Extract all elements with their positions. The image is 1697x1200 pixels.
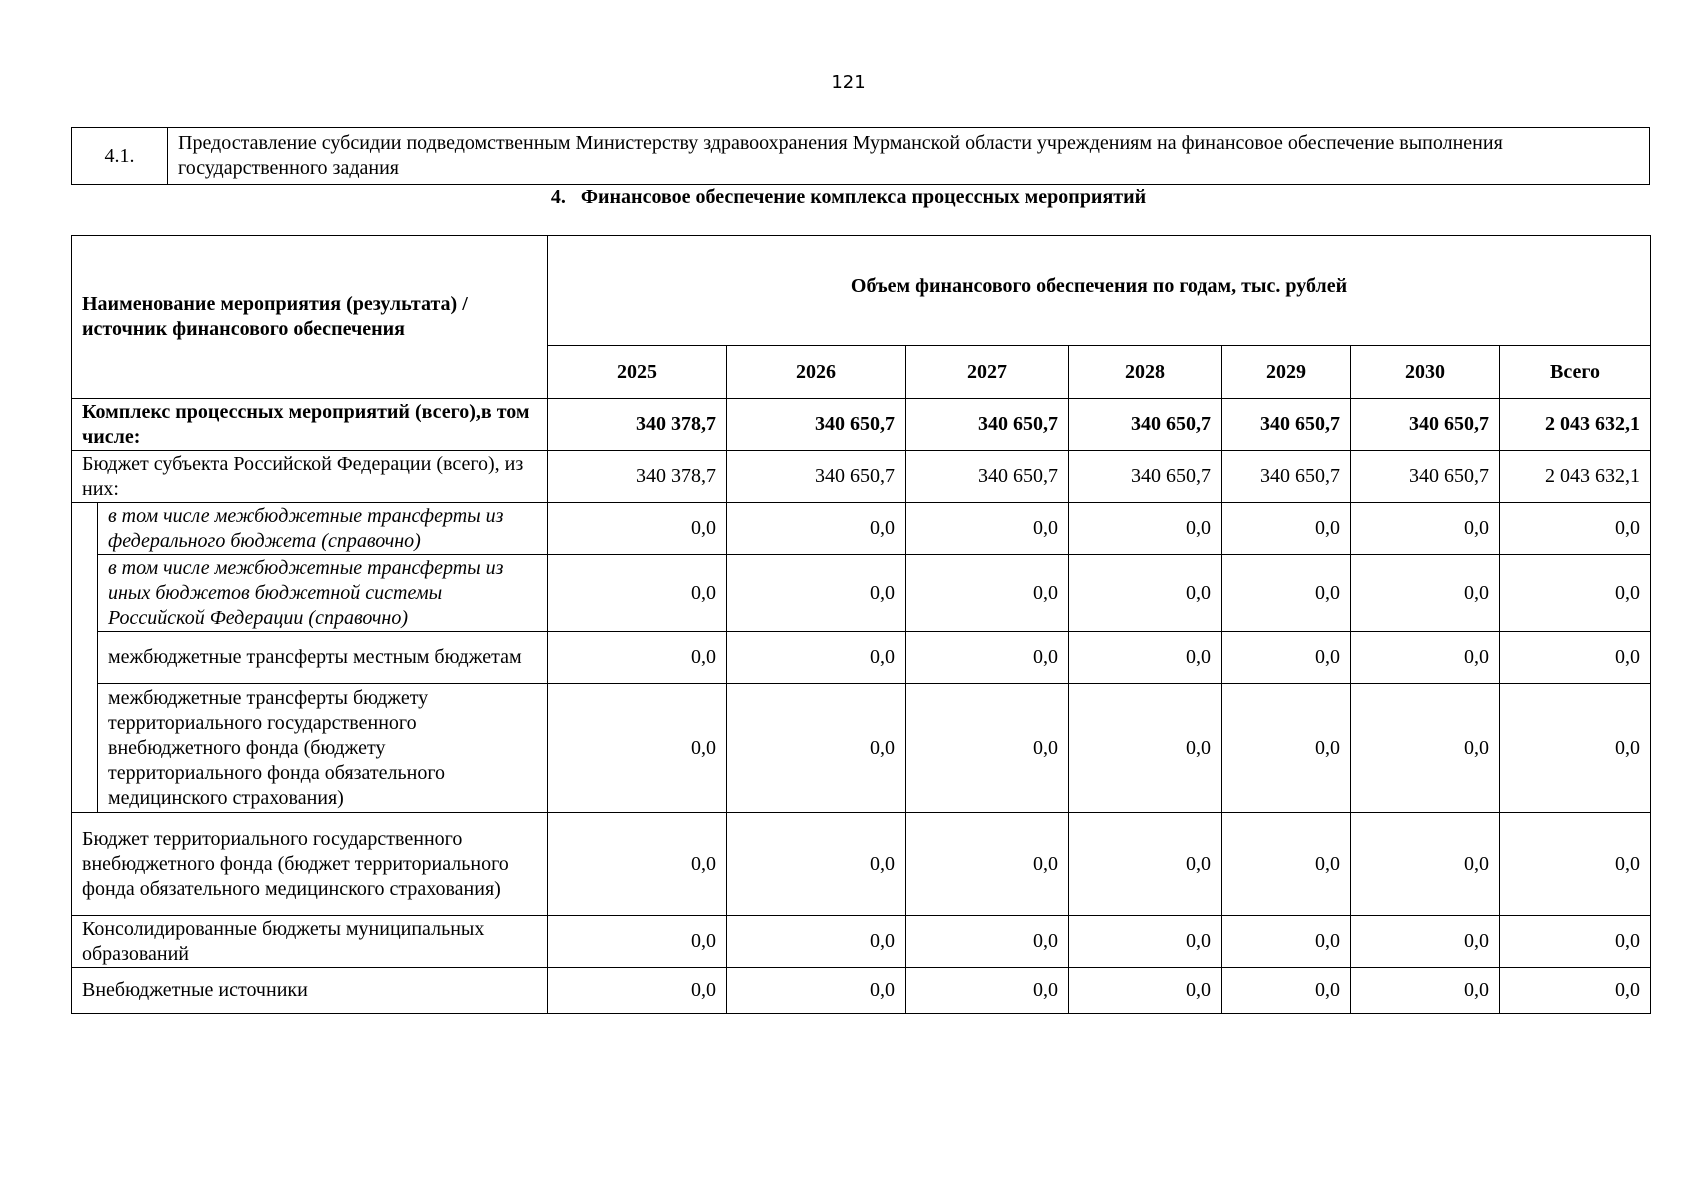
- row-value: 0,0: [906, 632, 1069, 684]
- activity-row-table: [71, 127, 1650, 185]
- row-value: 340 378,7: [548, 451, 727, 503]
- row-total: 0,0: [1500, 916, 1651, 968]
- page-number: 121: [831, 72, 866, 93]
- row-value: 0,0: [1351, 684, 1500, 813]
- row-value: 0,0: [1069, 916, 1222, 968]
- row-value: 0,0: [1222, 813, 1351, 916]
- row-value: 0,0: [906, 813, 1069, 916]
- table-row: [72, 813, 1651, 916]
- row-name: в том числе межбюджетные трансферты из иных бюджетов бюджетной системы Российской Федерации (справочно): [98, 555, 548, 632]
- table-row: [72, 684, 1651, 813]
- total-column-header: Всего: [1500, 346, 1651, 399]
- year-header-2029: 2029: [1222, 346, 1351, 399]
- section-heading: 4. Финансовое обеспечение комплекса процессных мероприятий: [550, 186, 1147, 208]
- table-row: [72, 503, 1651, 555]
- row-name: Комплекс процессных мероприятий (всего),в том числе:: [72, 399, 548, 451]
- row-value: 0,0: [1222, 684, 1351, 813]
- row-value: 0,0: [1351, 813, 1500, 916]
- activity-description: Предоставление субсидии подведомственным Министерству здравоохранения Мурманской области учреждениям на финансовое обеспечение выполнения государственного задания: [168, 128, 1650, 185]
- year-header-2026: 2026: [727, 346, 906, 399]
- activity-row: [72, 128, 1650, 185]
- row-value: 0,0: [1222, 503, 1351, 555]
- year-header-2030: 2030: [1351, 346, 1500, 399]
- row-value: 0,0: [906, 684, 1069, 813]
- row-value: 0,0: [727, 916, 906, 968]
- row-value: 0,0: [727, 503, 906, 555]
- row-name: межбюджетные трансферты бюджету территориального государственного внебюджетного фонда (бюджету территориального фонда обязательного медицинского страхования): [98, 684, 548, 813]
- row-value: 0,0: [727, 813, 906, 916]
- row-value: 0,0: [1069, 968, 1222, 1014]
- table-row: [72, 916, 1651, 968]
- row-value: 0,0: [548, 916, 727, 968]
- table-row: [72, 399, 1651, 451]
- row-value: 0,0: [1222, 632, 1351, 684]
- table-row: [72, 451, 1651, 503]
- table-row: [72, 632, 1651, 684]
- row-value: 340 650,7: [906, 451, 1069, 503]
- row-value: 340 650,7: [727, 399, 906, 451]
- year-header-2025: 2025: [548, 346, 727, 399]
- row-name: Внебюджетные источники: [72, 968, 548, 1014]
- row-total: 0,0: [1500, 684, 1651, 813]
- row-total: 0,0: [1500, 968, 1651, 1014]
- row-value: 340 378,7: [548, 399, 727, 451]
- year-header-2028: 2028: [1069, 346, 1222, 399]
- row-value: 0,0: [727, 555, 906, 632]
- row-total: 2 043 632,1: [1500, 451, 1651, 503]
- row-value: 0,0: [727, 684, 906, 813]
- row-name: Консолидированные бюджеты муниципальных образований: [72, 916, 548, 968]
- row-name: в том числе межбюджетные трансферты из федерального бюджета (справочно): [98, 503, 548, 555]
- row-value: 0,0: [1351, 968, 1500, 1014]
- row-value: 0,0: [1069, 503, 1222, 555]
- row-value: 340 650,7: [1222, 451, 1351, 503]
- activity-number: 4.1.: [72, 128, 168, 185]
- row-value: 0,0: [1069, 632, 1222, 684]
- row-value: 340 650,7: [1222, 399, 1351, 451]
- row-value: 0,0: [1069, 813, 1222, 916]
- row-value: 0,0: [1351, 503, 1500, 555]
- row-value: 340 650,7: [1351, 451, 1500, 503]
- row-total: 0,0: [1500, 813, 1651, 916]
- row-value: 0,0: [548, 555, 727, 632]
- row-value: 0,0: [548, 968, 727, 1014]
- row-value: 340 650,7: [1351, 399, 1500, 451]
- year-header-2027: 2027: [906, 346, 1069, 399]
- row-value: 340 650,7: [1069, 399, 1222, 451]
- row-value: 0,0: [548, 632, 727, 684]
- row-value: 340 650,7: [906, 399, 1069, 451]
- table-header-row: [72, 236, 1651, 346]
- table-row: [72, 555, 1651, 632]
- row-name: межбюджетные трансферты местным бюджетам: [98, 632, 548, 684]
- row-value: 0,0: [1069, 684, 1222, 813]
- row-value: 0,0: [906, 968, 1069, 1014]
- volume-column-header: Объем финансового обеспечения по годам, тыс. рублей: [548, 236, 1651, 346]
- row-value: 0,0: [727, 968, 906, 1014]
- table-row: [72, 968, 1651, 1014]
- row-value: 0,0: [548, 503, 727, 555]
- row-value: 0,0: [906, 916, 1069, 968]
- row-name: Бюджет субъекта Российской Федерации (всего), из них:: [72, 451, 548, 503]
- row-value: 0,0: [1222, 968, 1351, 1014]
- row-value: 0,0: [727, 632, 906, 684]
- row-value: 340 650,7: [727, 451, 906, 503]
- row-value: 0,0: [1351, 916, 1500, 968]
- row-value: 0,0: [1222, 555, 1351, 632]
- row-value: 0,0: [1222, 916, 1351, 968]
- row-value: 0,0: [906, 503, 1069, 555]
- row-value: 0,0: [1069, 555, 1222, 632]
- name-column-header: Наименование мероприятия (результата) /источник финансового обеспечения: [72, 236, 548, 399]
- row-value: 0,0: [1351, 555, 1500, 632]
- row-total: 0,0: [1500, 555, 1651, 632]
- indent-cell: [72, 503, 98, 813]
- row-value: 0,0: [1351, 632, 1500, 684]
- row-value: 340 650,7: [1069, 451, 1222, 503]
- row-total: 2 043 632,1: [1500, 399, 1651, 451]
- row-name: Бюджет территориального государственного внебюджетного фонда (бюджет территориального фонда обязательного медицинского страхования): [72, 813, 548, 916]
- row-total: 0,0: [1500, 503, 1651, 555]
- row-value: 0,0: [906, 555, 1069, 632]
- financing-table: [71, 235, 1651, 1014]
- row-value: 0,0: [548, 813, 727, 916]
- row-total: 0,0: [1500, 632, 1651, 684]
- row-value: 0,0: [548, 684, 727, 813]
